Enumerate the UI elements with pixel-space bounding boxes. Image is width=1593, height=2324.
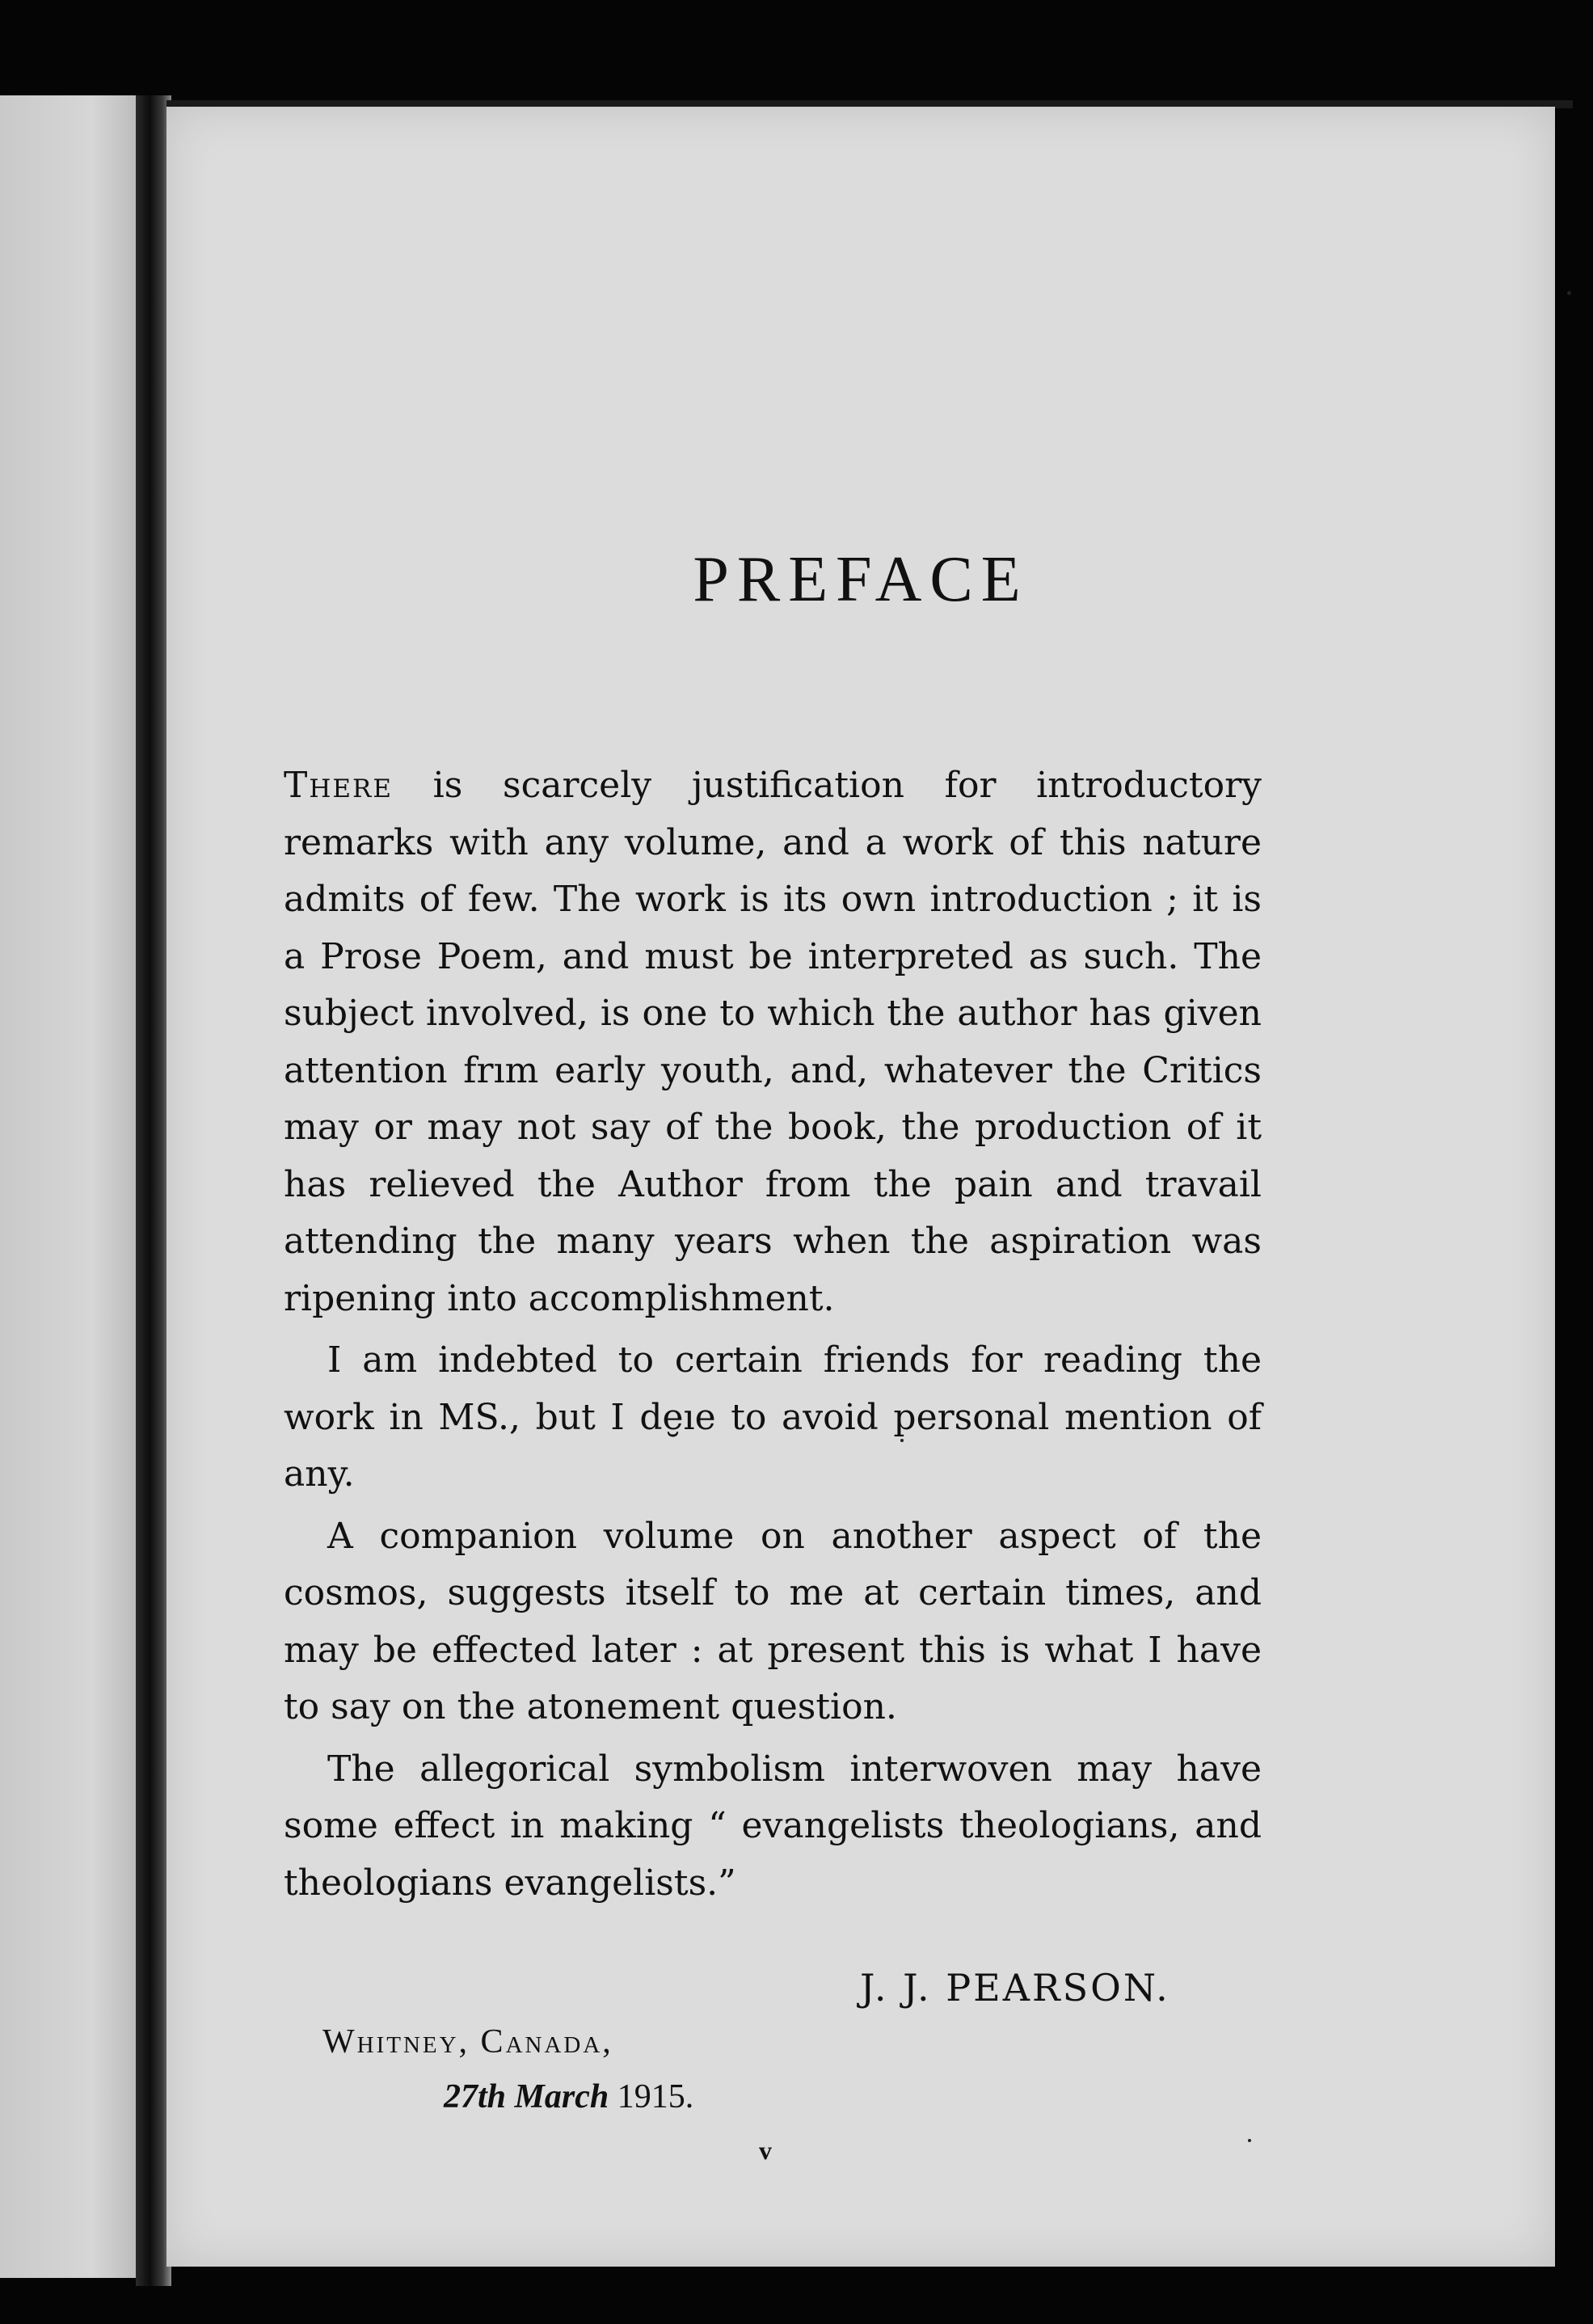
date-year: 1915. — [617, 2078, 694, 2115]
date-line — [444, 2077, 693, 2116]
paragraph-2: I am indebted to certain friends for reading the work in MS., but I de̮ıe to avoid personal mention of any. — [284, 1339, 1262, 1495]
print-speck — [1567, 291, 1571, 295]
page-number: v — [759, 2136, 772, 2165]
date-day: 27th March — [444, 2078, 609, 2115]
facing-page-edge — [0, 95, 154, 2278]
paragraph-4: The allegorical symbolism interwoven may have some effect in making “ evangelists theologians, and theologians evangelists.” — [284, 1748, 1262, 1904]
preface-page — [166, 107, 1555, 2267]
place-line: Whitney, Canada, — [322, 2023, 613, 2060]
preface-body — [284, 757, 1262, 1917]
author-signature: J. J. PEARSON. — [860, 1966, 1170, 2010]
page-title: PREFACE — [693, 544, 1029, 615]
print-speck — [900, 1439, 904, 1442]
paragraph-1-lead-word: There — [284, 765, 393, 806]
paragraph-3: A companion volume on another aspect of the cosmos, suggests itself to me at certain times, and may be effected later : at present this is what I have to say on the atonement question. — [284, 1515, 1262, 1727]
print-speck — [1248, 2139, 1251, 2142]
paragraph-1 — [284, 757, 1262, 1327]
paragraph-1-text: is scarcely justification for introductory remarks with any volume, and a work of this nature admits of few. The work is its own introduction ; it is a Prose Poem, and must be interpreted as such. The subject involved, is one to which the author has given attention fr​ım early youth, and, whatever the Critics may or may not say of the book, the production of it has relieved the Author from the pain and travail attending the many years when the aspiration was ripening into accomplishment. — [284, 765, 1262, 1319]
